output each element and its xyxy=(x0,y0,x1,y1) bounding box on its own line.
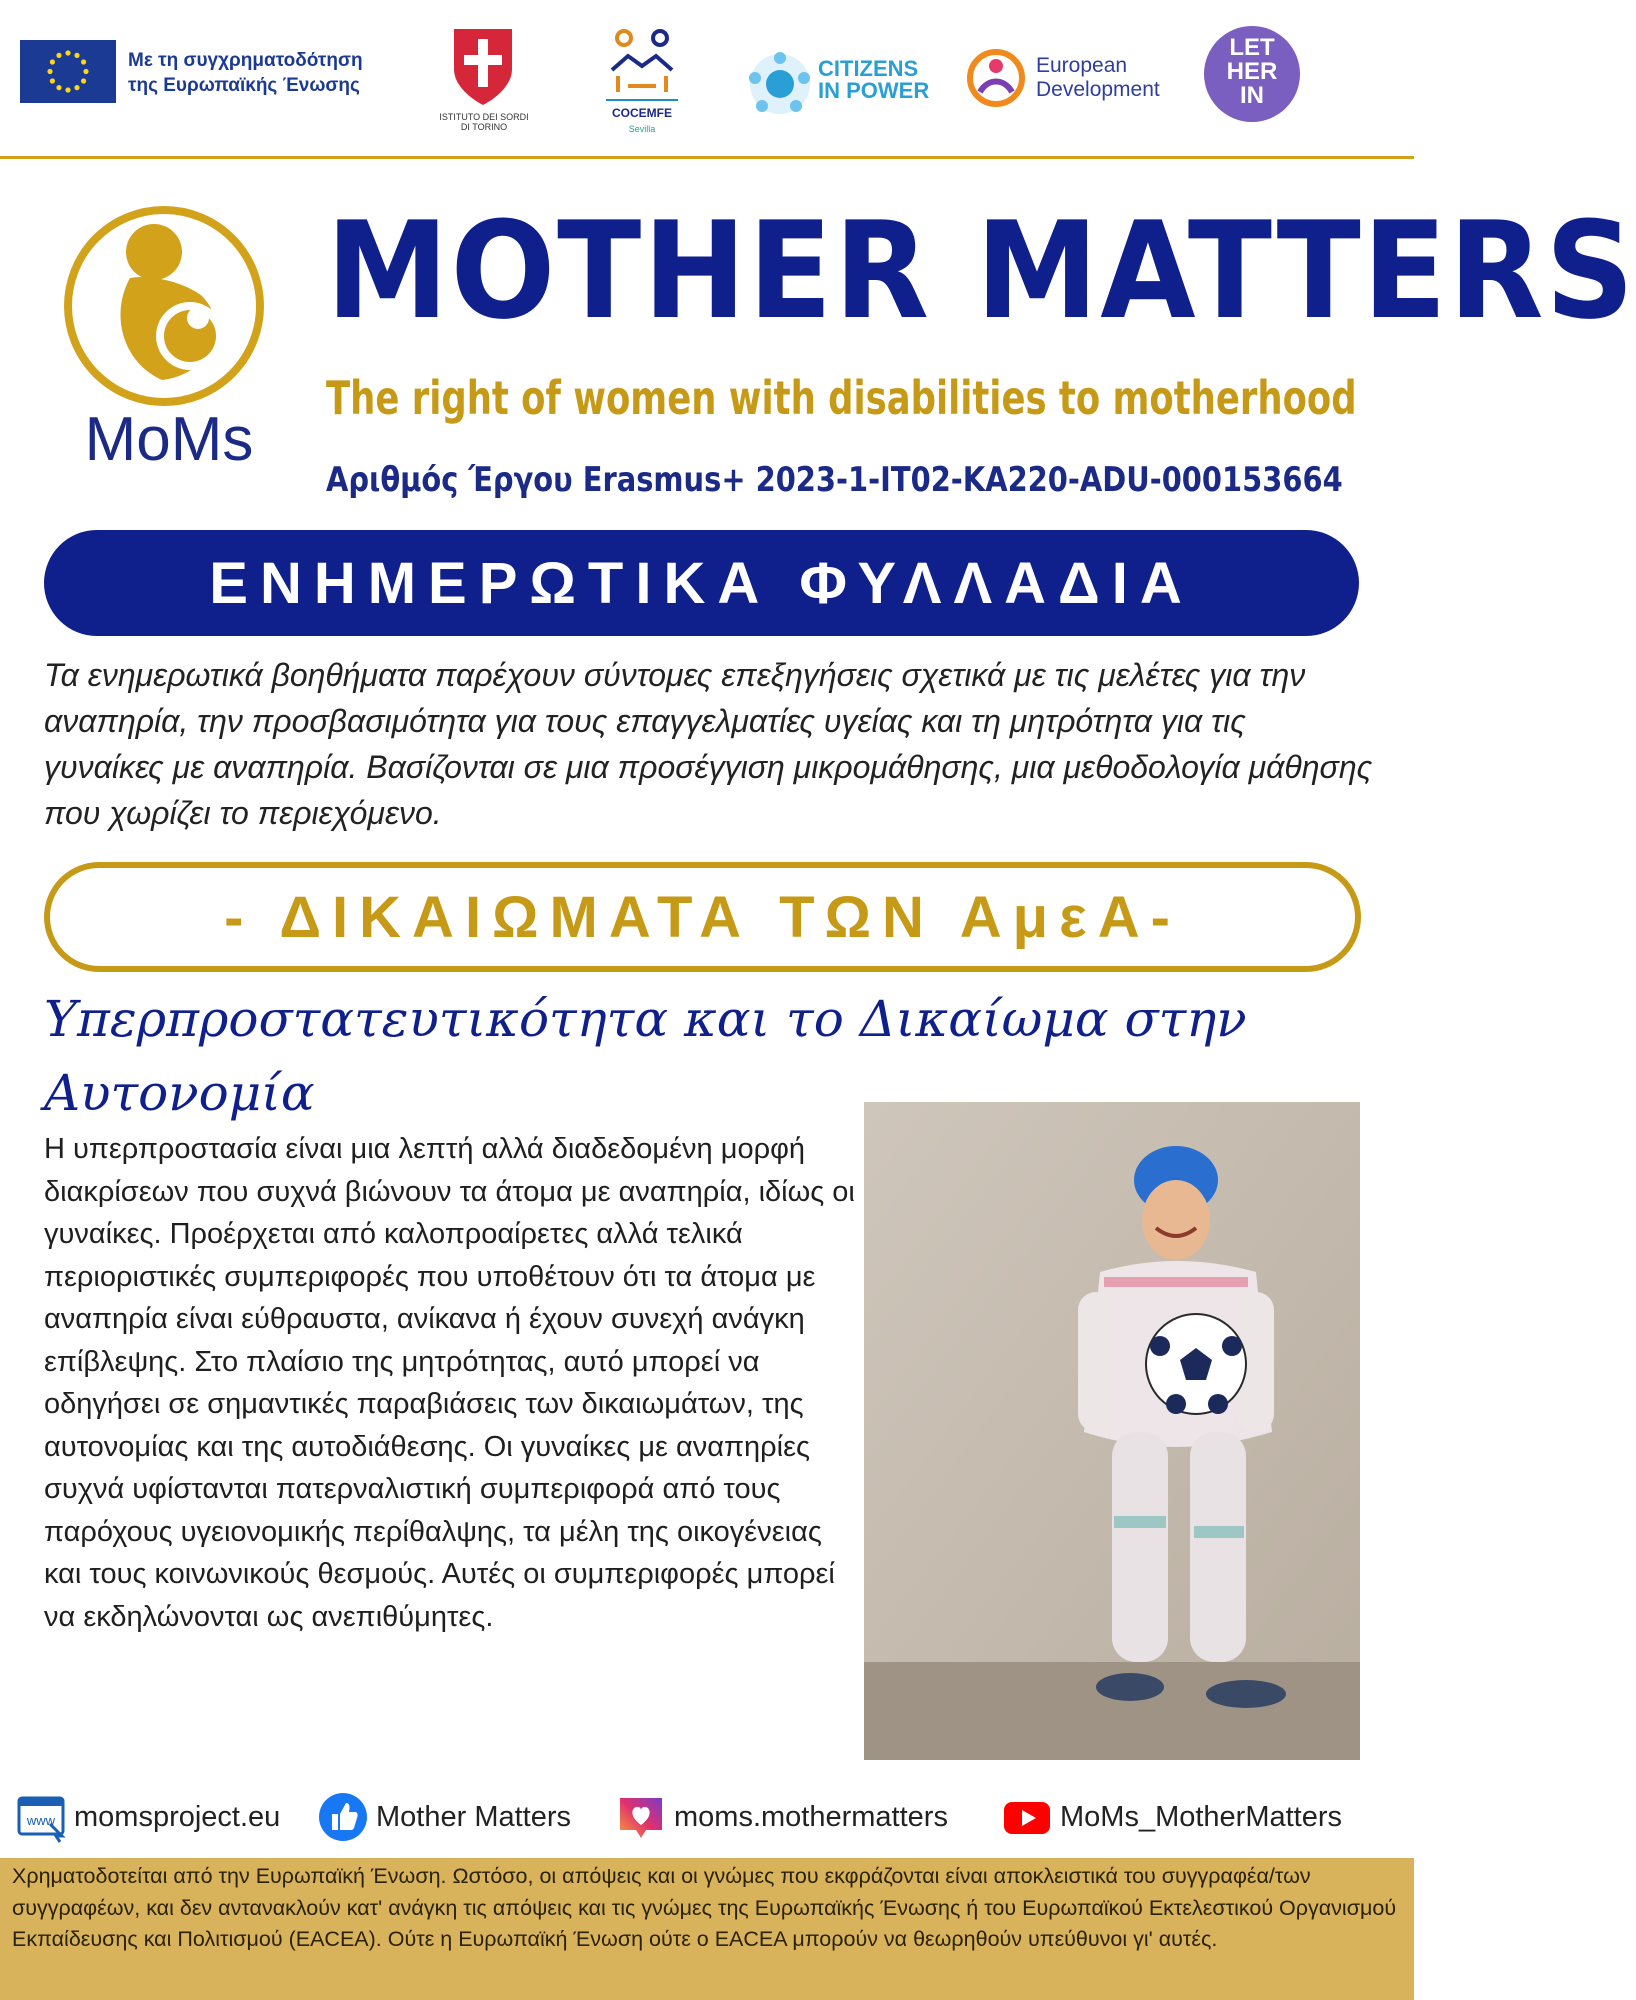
project-number: Αριθμός Έργου Erasmus+ 2023-1-IT02-KA220-ADU-000153664 xyxy=(326,460,1343,500)
article-title: Υπερπροστατευτικότητα και το Δικαίωμα στην Αυτονομία xyxy=(44,990,1247,1122)
citizens-in-power-text: CITIZENS IN POWER xyxy=(818,56,930,103)
child-with-ball-photo xyxy=(864,1102,1360,1760)
website-icon xyxy=(16,1792,66,1842)
funding-disclaimer-text: Χρηματοδοτείται από την Ευρωπαϊκή Ένωση. Ωστόσο, οι απόψεις και οι γνώμες που εκφράζονται είναι αποκλειστικά του συγγραφέα/των συγγραφέων, και δεν αντανακλούν κατ' ανάγκη τις απόψεις και τις γνώμες της Ευρωπαϊκής Ένωσης ή του Ευρωπαϊκού Εκτελεστικού Οργανισμού Εκπαίδευσης και Πολιτισμού (EACEA). Ούτε η Ευρωπαϊκή Ένωση ούτε ο EACEA μπορούν να θεωρηθούν υπεύθυνοι γι' αυτές. xyxy=(12,1864,1397,1951)
website-text: momsproject.eu xyxy=(74,1800,281,1833)
shield-icon xyxy=(450,25,516,109)
moms-logo-text: MoMs xyxy=(84,405,254,474)
let-her-in-text: LET HER IN xyxy=(1226,34,1278,109)
cocemfe-icon xyxy=(602,26,682,106)
european-development-text: European Development xyxy=(1036,54,1160,101)
article-body: Η υπερπροστασία είναι μια λεπτή αλλά διαδεδομένη μορφή διακρίσεων που συχνά βιώνουν τα άτομα με αναπηρία, ιδίως οι γυναίκες. Προέρχεται από καλοπροαίρετες αλλά τελικά περιοριστικές συμπεριφορές που υποθέτουν ότι τα άτομα με αναπηρία είναι εύθραυστα, ανίκανα ή έχουν συνεχή ανάγκη επίβλεψης. Στο πλαίσιο της μητρότητας, αυτό μπορεί να οδηγήσει σε σημαντικές παραβιάσεις των δικαιωμάτων, της αυτονομίας και της αυτοδιάθεσης. Οι γυναίκες με αναπηρίες συχνά υφίστανται πατερναλιστική συμπεριφορά από τους παρόχους υγειονομικής περίθαλψης, τα μέλη της οικογένειας και τους κοινωνικούς θεσμούς. Αυτές οι συμπεριφορές μπορεί να εκδηλώνονται ως ανεπιθύμητες. xyxy=(44,1133,855,1633)
funding-disclaimer xyxy=(0,1858,1414,2000)
info-leaflets-banner-text: ΕΝΗΜΕΡΩΤΙΚΑ ΦΥΛΛΑΔΙΑ xyxy=(209,550,1194,616)
cocemfe-name: COCEMFE xyxy=(612,106,672,120)
youtube-link[interactable] xyxy=(1002,1794,1342,1840)
website-icon-text: www xyxy=(26,1813,56,1828)
instagram-text: moms.mothermatters xyxy=(674,1800,948,1833)
cocemfe-city: Sevilla xyxy=(628,124,656,134)
european-development-icon xyxy=(966,48,1026,108)
eu-flag-icon xyxy=(20,40,116,103)
page-subtitle: The right of women with disabilities to motherhood xyxy=(326,371,1357,425)
instagram-link[interactable] xyxy=(616,1794,948,1840)
youtube-text: MoMs_MotherMatters xyxy=(1060,1800,1343,1833)
section-banner xyxy=(44,862,1361,972)
let-her-in-logo xyxy=(1204,26,1300,122)
website-link[interactable] xyxy=(16,1794,280,1840)
info-leaflets-banner xyxy=(44,530,1359,636)
moms-logo-icon xyxy=(62,204,266,408)
eu-cofunded-text: Με τη συγχρηματοδότηση της Ευρωπαϊκής Ένωσης xyxy=(128,50,363,96)
section-banner-text: - ΔΙΚΑΙΩΜΑΤΑ ΤΩΝ ΑμεΑ- xyxy=(224,884,1181,950)
intro-paragraph: Τα ενημερωτικά βοηθήματα παρέχουν σύντομες επεξηγήσεις σχετικά με τις μελέτες για την αναπηρία, την προσβασιμότητα για τους επαγγελματίες υγείας και τη μητρότητα για τις γυναίκες με αναπηρία. Βασίζονται σε μια προσέγγιση μικρομάθησης, μια μεθοδολογία μάθησης που χωρίζει το περιεχόμενο. xyxy=(44,657,1373,831)
facebook-like-icon xyxy=(318,1792,368,1842)
youtube-icon xyxy=(1002,1792,1052,1842)
partner-logos-bar xyxy=(0,0,1414,159)
facebook-link[interactable] xyxy=(318,1794,571,1840)
institute-caption: ISTITUTO DEI SORDI DI TORINO xyxy=(439,112,529,132)
facebook-text: Mother Matters xyxy=(376,1800,571,1833)
citizens-icon xyxy=(744,48,816,120)
instagram-icon xyxy=(616,1792,666,1842)
page-title: MOTHER MATTERS xyxy=(326,193,1636,349)
